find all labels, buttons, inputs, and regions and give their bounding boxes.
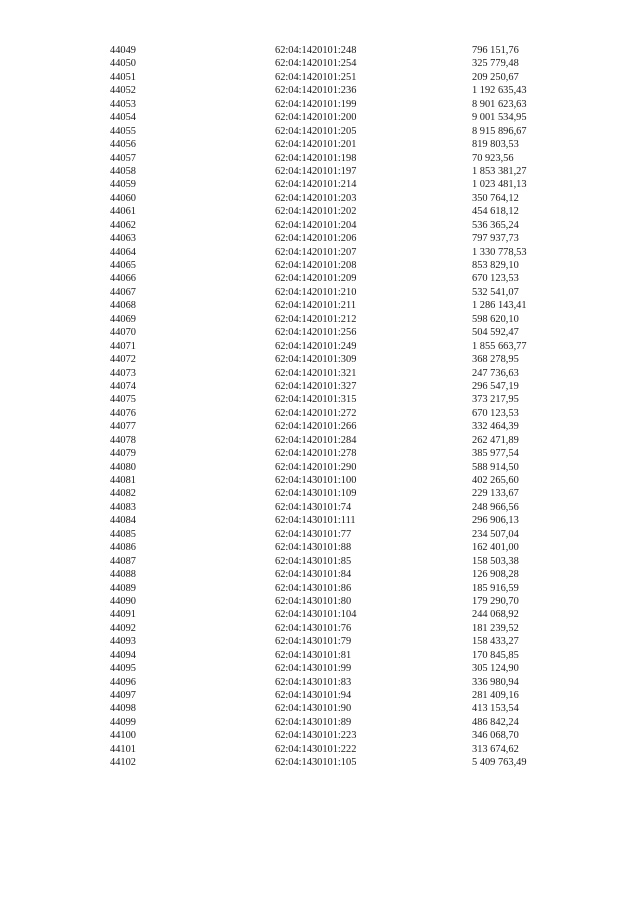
row-number-cell: 44056 <box>110 139 136 151</box>
row-number-cell: 44055 <box>110 125 136 137</box>
cadastral-number-cell: 62:04:1430101:83 <box>275 676 352 688</box>
cadastral-number-cell: 62:04:1420101:209 <box>275 273 357 285</box>
table-row <box>0 178 640 191</box>
table-row <box>0 71 640 84</box>
cadastral-number-cell: 62:04:1420101:309 <box>275 354 357 366</box>
cadastral-number-cell: 62:04:1420101:214 <box>275 179 357 191</box>
cadastral-value-cell: 504 592,47 <box>472 327 519 339</box>
cadastral-value-cell: 229 133,67 <box>472 488 519 500</box>
row-number-cell: 44090 <box>110 595 136 607</box>
table-row <box>0 84 640 97</box>
row-number-cell: 44062 <box>110 219 136 231</box>
cadastral-number-cell: 62:04:1430101:109 <box>275 488 357 500</box>
row-number-cell: 44094 <box>110 649 136 661</box>
table-row <box>0 259 640 272</box>
cadastral-value-cell: 598 620,10 <box>472 313 519 325</box>
table-row <box>0 662 640 675</box>
cadastral-number-cell: 62:04:1420101:201 <box>275 139 357 151</box>
table-row <box>0 568 640 581</box>
cadastral-number-cell: 62:04:1430101:79 <box>275 636 352 648</box>
cadastral-value-cell: 1 023 481,13 <box>472 179 527 191</box>
table-row <box>0 286 640 299</box>
table-row <box>0 246 640 259</box>
row-number-cell: 44083 <box>110 501 136 513</box>
cadastral-value-cell: 305 124,90 <box>472 663 519 675</box>
table-row <box>0 555 640 568</box>
row-number-cell: 44068 <box>110 300 136 312</box>
row-number-cell: 44053 <box>110 98 136 110</box>
cadastral-number-cell: 62:04:1430101:80 <box>275 595 352 607</box>
cadastral-number-cell: 62:04:1430101:77 <box>275 528 352 540</box>
cadastral-number-cell: 62:04:1420101:249 <box>275 340 357 352</box>
row-number-cell: 44078 <box>110 434 136 446</box>
cadastral-value-cell: 346 068,70 <box>472 730 519 742</box>
table-row <box>0 165 640 178</box>
table-row <box>0 232 640 245</box>
table-row <box>0 299 640 312</box>
table-row <box>0 635 640 648</box>
cadastral-value-cell: 209 250,67 <box>472 71 519 83</box>
row-number-cell: 44052 <box>110 85 136 97</box>
row-number-cell: 44066 <box>110 273 136 285</box>
cadastral-value-cell: 385 977,54 <box>472 448 519 460</box>
cadastral-value-cell: 8 915 896,67 <box>472 125 527 137</box>
cadastral-number-cell: 62:04:1420101:208 <box>275 260 357 271</box>
cadastral-value-cell: 248 966,56 <box>472 501 519 513</box>
row-number-cell: 44079 <box>110 448 136 460</box>
cadastral-value-cell: 281 409,16 <box>472 690 519 701</box>
cadastral-number-cell: 62:04:1430101:88 <box>275 542 352 554</box>
cadastral-value-cell: 70 923,56 <box>472 152 514 164</box>
row-number-cell: 44093 <box>110 636 136 648</box>
row-number-cell: 44065 <box>110 260 136 271</box>
table-row <box>0 44 640 57</box>
row-number-cell: 44050 <box>110 58 136 70</box>
table-row <box>0 407 640 420</box>
cadastral-number-cell: 62:04:1420101:256 <box>275 327 357 339</box>
cadastral-value-cell: 325 779,48 <box>472 58 519 70</box>
cadastral-number-cell: 62:04:1430101:84 <box>275 569 352 581</box>
cadastral-value-cell: 185 916,59 <box>472 582 519 594</box>
table-row <box>0 57 640 70</box>
row-number-cell: 44071 <box>110 340 136 352</box>
cadastral-value-cell: 313 674,62 <box>472 743 519 755</box>
cadastral-number-cell: 62:04:1420101:198 <box>275 152 357 164</box>
row-number-cell: 44073 <box>110 367 136 379</box>
cadastral-number-cell: 62:04:1430101:111 <box>275 515 356 527</box>
table-row <box>0 272 640 285</box>
table-row <box>0 743 640 756</box>
cadastral-number-cell: 62:04:1420101:211 <box>275 300 357 312</box>
cadastral-value-cell: 1 286 143,41 <box>472 300 527 312</box>
cadastral-value-cell: 262 471,89 <box>472 434 519 446</box>
row-number-cell: 44061 <box>110 206 136 218</box>
cadastral-number-cell: 62:04:1430101:99 <box>275 663 352 675</box>
table-row <box>0 756 640 769</box>
cadastral-number-cell: 62:04:1420101:206 <box>275 233 357 245</box>
row-number-cell: 44095 <box>110 663 136 675</box>
row-number-cell: 44099 <box>110 716 136 728</box>
cadastral-number-cell: 62:04:1420101:327 <box>275 380 357 392</box>
table-row <box>0 582 640 595</box>
cadastral-value-cell: 332 464,39 <box>472 421 519 433</box>
cadastral-number-cell: 62:04:1420101:236 <box>275 85 357 97</box>
table-row <box>0 689 640 702</box>
row-number-cell: 44097 <box>110 690 136 701</box>
table-row <box>0 595 640 608</box>
cadastral-value-cell: 336 980,94 <box>472 676 519 688</box>
cadastral-value-cell: 373 217,95 <box>472 394 519 406</box>
table-row <box>0 353 640 366</box>
table-row <box>0 340 640 353</box>
cadastral-value-cell: 536 365,24 <box>472 219 519 231</box>
cadastral-number-cell: 62:04:1420101:254 <box>275 58 357 70</box>
row-number-cell: 44096 <box>110 676 136 688</box>
table-row <box>0 205 640 218</box>
cadastral-value-cell: 1 853 381,27 <box>472 165 527 177</box>
row-number-cell: 44054 <box>110 112 136 124</box>
cadastral-number-cell: 62:04:1420101:272 <box>275 407 357 419</box>
table-row <box>0 676 640 689</box>
cadastral-value-cell: 486 842,24 <box>472 716 519 728</box>
table-row <box>0 541 640 554</box>
row-number-cell: 44084 <box>110 515 136 527</box>
cadastral-value-cell: 179 290,70 <box>472 595 519 607</box>
cadastral-number-cell: 62:04:1420101:315 <box>275 394 357 406</box>
table-row <box>0 393 640 406</box>
table-row <box>0 702 640 715</box>
row-number-cell: 44092 <box>110 622 136 634</box>
cadastral-number-cell: 62:04:1420101:200 <box>275 112 357 124</box>
row-number-cell: 44063 <box>110 233 136 245</box>
table-row <box>0 434 640 447</box>
row-number-cell: 44087 <box>110 555 136 567</box>
row-number-cell: 44082 <box>110 488 136 500</box>
cadastral-number-cell: 62:04:1420101:202 <box>275 206 357 218</box>
row-number-cell: 44086 <box>110 542 136 554</box>
row-number-cell: 44069 <box>110 313 136 325</box>
table-row <box>0 487 640 500</box>
cadastral-value-cell: 244 068,92 <box>472 609 519 621</box>
cadastral-value-cell: 670 123,53 <box>472 273 519 285</box>
row-number-cell: 44067 <box>110 286 136 298</box>
cadastral-number-cell: 62:04:1430101:94 <box>275 690 352 701</box>
cadastral-number-cell: 62:04:1420101:207 <box>275 246 357 258</box>
cadastral-number-cell: 62:04:1420101:199 <box>275 98 357 110</box>
cadastral-value-cell: 797 937,73 <box>472 233 519 245</box>
row-number-cell: 44070 <box>110 327 136 339</box>
cadastral-value-cell: 247 736,63 <box>472 367 519 379</box>
cadastral-value-cell: 9 001 534,95 <box>472 112 527 124</box>
table-row <box>0 622 640 635</box>
row-number-cell: 44076 <box>110 407 136 419</box>
cadastral-number-cell: 62:04:1430101:105 <box>275 757 357 769</box>
row-number-cell: 44077 <box>110 421 136 433</box>
cadastral-number-cell: 62:04:1420101:266 <box>275 421 357 433</box>
table-row <box>0 528 640 541</box>
cadastral-number-cell: 62:04:1430101:222 <box>275 743 357 755</box>
row-number-cell: 44101 <box>110 743 136 755</box>
cadastral-value-cell: 413 153,54 <box>472 703 519 715</box>
table-row <box>0 313 640 326</box>
table-row <box>0 461 640 474</box>
cadastral-number-cell: 62:04:1420101:203 <box>275 192 357 204</box>
cadastral-value-cell: 296 547,19 <box>472 380 519 392</box>
cadastral-value-cell: 1 192 635,43 <box>472 85 527 97</box>
cadastral-value-cell: 170 845,85 <box>472 649 519 661</box>
cadastral-number-cell: 62:04:1420101:248 <box>275 45 357 56</box>
table-row <box>0 608 640 621</box>
table-row <box>0 649 640 662</box>
table-row <box>0 729 640 742</box>
cadastral-number-cell: 62:04:1420101:251 <box>275 71 357 83</box>
cadastral-value-cell: 158 433,27 <box>472 636 519 648</box>
row-number-cell: 44081 <box>110 475 136 486</box>
row-number-cell: 44088 <box>110 569 136 581</box>
cadastral-number-cell: 62:04:1420101:205 <box>275 125 357 137</box>
row-number-cell: 44060 <box>110 192 136 204</box>
cadastral-number-cell: 62:04:1420101:278 <box>275 448 357 460</box>
table-row <box>0 125 640 138</box>
cadastral-number-cell: 62:04:1430101:81 <box>275 649 352 661</box>
table-row <box>0 380 640 393</box>
table-row <box>0 326 640 339</box>
row-number-cell: 44051 <box>110 71 136 83</box>
cadastral-value-cell: 158 503,38 <box>472 555 519 567</box>
cadastral-value-cell: 296 906,13 <box>472 515 519 527</box>
table-row <box>0 474 640 487</box>
cadastral-number-cell: 62:04:1430101:90 <box>275 703 352 715</box>
cadastral-number-cell: 62:04:1420101:321 <box>275 367 357 379</box>
row-number-cell: 44058 <box>110 165 136 177</box>
cadastral-number-cell: 62:04:1420101:290 <box>275 461 357 473</box>
row-number-cell: 44059 <box>110 179 136 191</box>
cadastral-value-cell: 368 278,95 <box>472 354 519 366</box>
cadastral-number-cell: 62:04:1430101:100 <box>275 475 357 486</box>
table-row <box>0 219 640 232</box>
row-number-cell: 44089 <box>110 582 136 594</box>
cadastral-value-cell: 454 618,12 <box>472 206 519 218</box>
table-row <box>0 514 640 527</box>
cadastral-value-cell: 853 829,10 <box>472 260 519 271</box>
row-number-cell: 44075 <box>110 394 136 406</box>
row-number-cell: 44064 <box>110 246 136 258</box>
row-number-cell: 44085 <box>110 528 136 540</box>
cadastral-number-cell: 62:04:1430101:223 <box>275 730 357 742</box>
table-row <box>0 367 640 380</box>
cadastral-number-cell: 62:04:1430101:85 <box>275 555 352 567</box>
row-number-cell: 44102 <box>110 757 136 769</box>
row-number-cell: 44080 <box>110 461 136 473</box>
cadastral-value-cell: 8 901 623,63 <box>472 98 527 110</box>
table-row <box>0 501 640 514</box>
row-number-cell: 44100 <box>110 730 136 742</box>
table-row <box>0 420 640 433</box>
cadastral-value-cell: 796 151,76 <box>472 45 519 56</box>
cadastral-value-cell: 126 908,28 <box>472 569 519 581</box>
cadastral-value-cell: 819 803,53 <box>472 139 519 151</box>
cadastral-number-cell: 62:04:1430101:74 <box>275 501 352 513</box>
table-row <box>0 98 640 111</box>
cadastral-value-table <box>0 44 640 770</box>
cadastral-number-cell: 62:04:1420101:212 <box>275 313 357 325</box>
cadastral-value-cell: 1 330 778,53 <box>472 246 527 258</box>
cadastral-number-cell: 62:04:1430101:76 <box>275 622 352 634</box>
cadastral-number-cell: 62:04:1420101:284 <box>275 434 357 446</box>
table-row <box>0 111 640 124</box>
table-row <box>0 716 640 729</box>
cadastral-value-cell: 532 541,07 <box>472 286 519 298</box>
cadastral-number-cell: 62:04:1420101:197 <box>275 165 357 177</box>
cadastral-value-cell: 181 239,52 <box>472 622 519 634</box>
table-row <box>0 152 640 165</box>
table-row <box>0 192 640 205</box>
table-row <box>0 447 640 460</box>
cadastral-value-cell: 350 764,12 <box>472 192 519 204</box>
cadastral-value-cell: 588 914,50 <box>472 461 519 473</box>
cadastral-value-cell: 234 507,04 <box>472 528 519 540</box>
row-number-cell: 44049 <box>110 45 136 56</box>
row-number-cell: 44057 <box>110 152 136 164</box>
cadastral-number-cell: 62:04:1420101:210 <box>275 286 357 298</box>
cadastral-value-cell: 5 409 763,49 <box>472 757 527 769</box>
cadastral-value-cell: 670 123,53 <box>472 407 519 419</box>
cadastral-number-cell: 62:04:1420101:204 <box>275 219 357 231</box>
row-number-cell: 44074 <box>110 380 136 392</box>
cadastral-value-cell: 1 855 663,77 <box>472 340 527 352</box>
cadastral-number-cell: 62:04:1430101:86 <box>275 582 352 594</box>
cadastral-number-cell: 62:04:1430101:89 <box>275 716 352 728</box>
cadastral-value-cell: 402 265,60 <box>472 475 519 486</box>
table-row <box>0 138 640 151</box>
row-number-cell: 44072 <box>110 354 136 366</box>
cadastral-number-cell: 62:04:1430101:104 <box>275 609 357 621</box>
row-number-cell: 44098 <box>110 703 136 715</box>
row-number-cell: 44091 <box>110 609 136 621</box>
cadastral-value-cell: 162 401,00 <box>472 542 519 554</box>
